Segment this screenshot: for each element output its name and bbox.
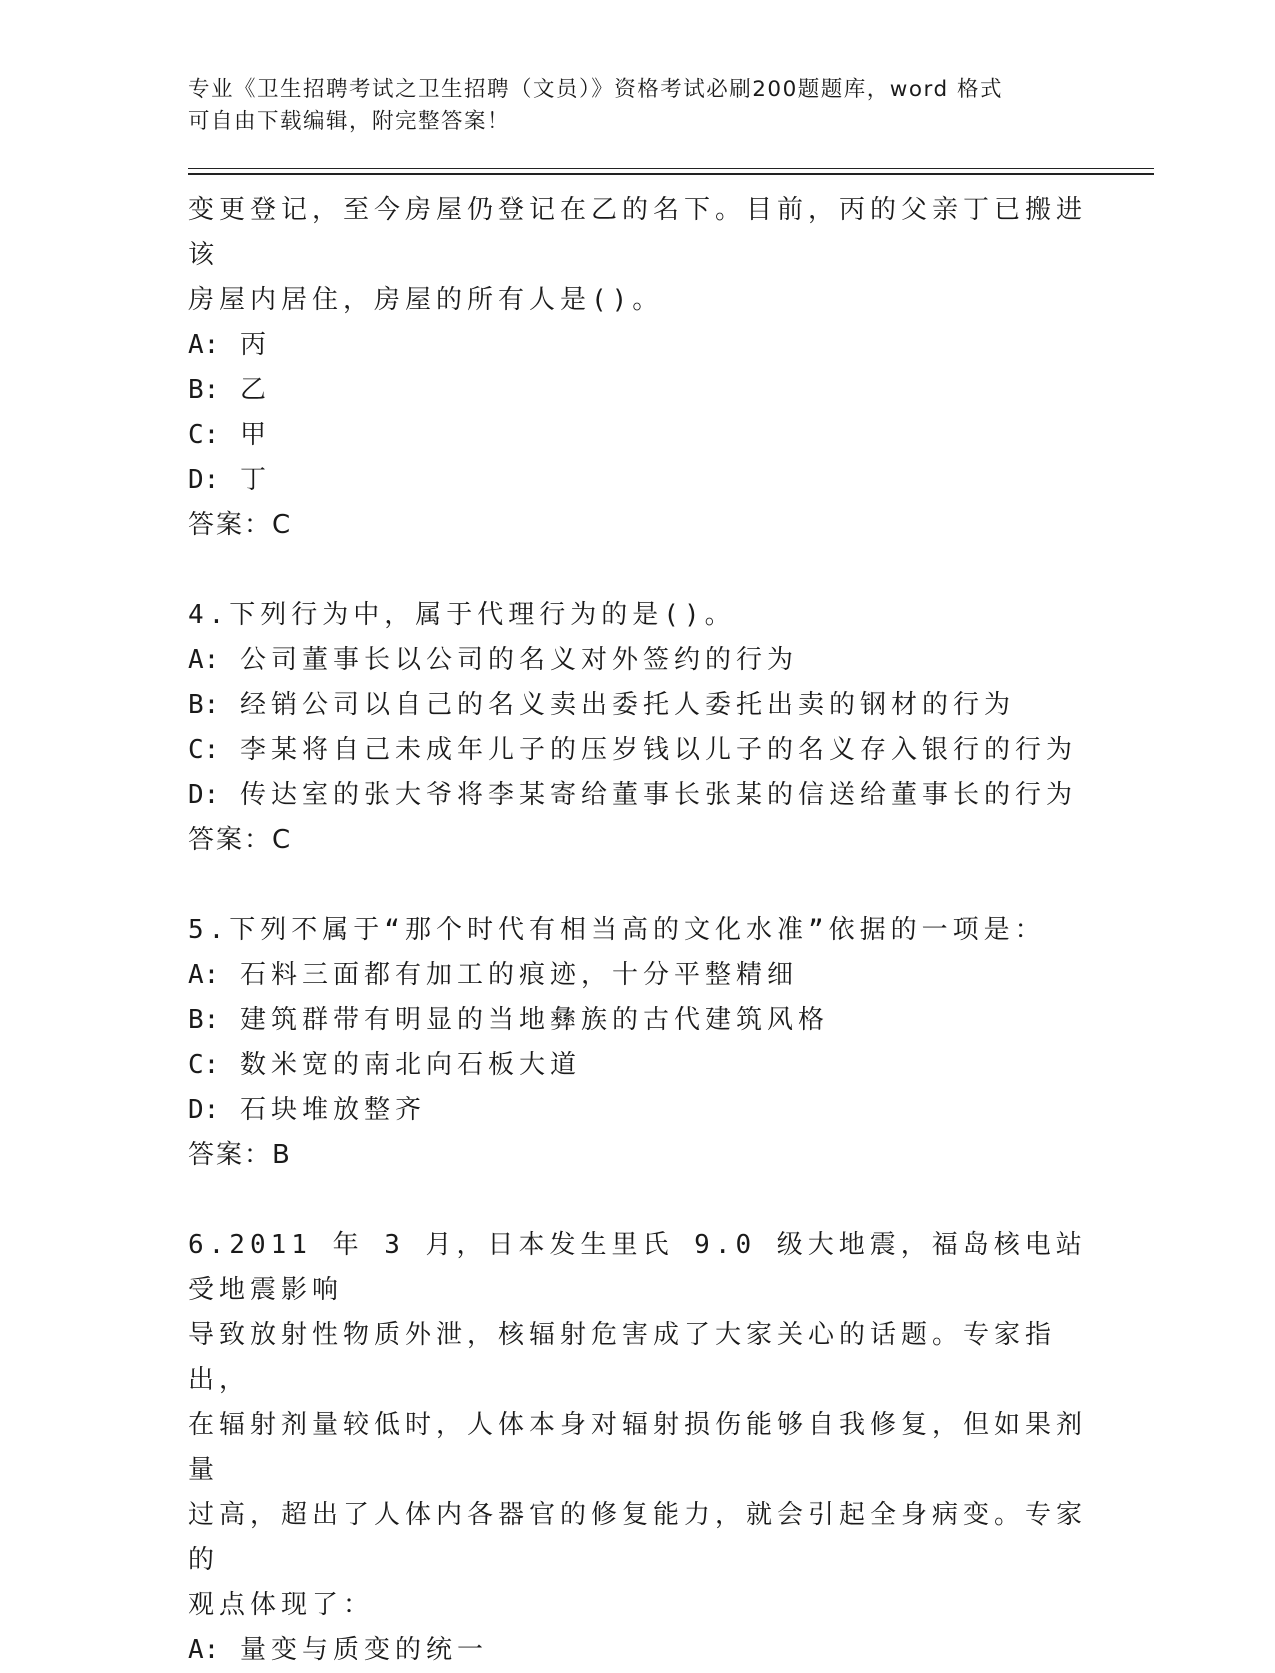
question-6-text-line-5: 观点体现了：: [188, 1590, 375, 1620]
question-6: [188, 1223, 1088, 1673]
question-3-option-c: C: 甲: [188, 420, 271, 450]
question-4-option-b: B: 经销公司以自己的名义卖出委托人委托出卖的钢材的行为: [188, 690, 1015, 720]
question-6-text-line-2: 导致放射性物质外泄，核辐射危害成了大家关心的话题。专家指出，: [188, 1320, 1057, 1395]
header-title-line-1: 专业《卫生招聘考试之卫生招聘（文员）》资格考试必刷200题题库，word 格式: [188, 77, 1003, 102]
question-4-text: 4.下列行为中，属于代理行为的是()。: [188, 600, 736, 630]
question-4: [188, 593, 1088, 863]
spacer: [188, 1178, 1088, 1223]
question-3-text-line-2: 房屋内居住，房屋的所有人是()。: [188, 285, 664, 315]
question-3-option-a: A: 丙: [188, 330, 271, 360]
question-4-option-a: A: 公司董事长以公司的名义对外签约的行为: [188, 645, 798, 675]
question-3: [188, 188, 1088, 548]
question-5-option-b: B: 建筑群带有明显的当地彝族的古代建筑风格: [188, 1005, 829, 1035]
question-5-answer: 答案：B: [188, 1140, 292, 1170]
spacer: [188, 548, 1088, 593]
header-divider-thin: [188, 168, 1154, 169]
question-4-option-c: C: 李某将自己未成年儿子的压岁钱以儿子的名义存入银行的行为: [188, 735, 1077, 765]
question-5: [188, 908, 1088, 1178]
question-3-text-line-1: 变更登记，至今房屋仍登记在乙的名下。目前，丙的父亲丁已搬进该: [188, 195, 1088, 270]
header-title-line-2: 可自由下载编辑，附完整答案！: [188, 109, 511, 134]
question-3-option-d: D: 丁: [188, 465, 271, 495]
question-6-text-line-4: 过高，超出了人体内各器官的修复能力，就会引起全身病变。专家的: [188, 1500, 1088, 1575]
question-4-option-d: D: 传达室的张大爷将李某寄给董事长张某的信送给董事长的行为: [188, 780, 1077, 810]
header-divider-thick: [188, 173, 1154, 175]
question-6-text-line-3: 在辐射剂量较低时，人体本身对辐射损伤能够自我修复，但如果剂量: [188, 1410, 1088, 1485]
question-5-option-d: D: 石块堆放整齐: [188, 1095, 426, 1125]
spacer: [188, 863, 1088, 908]
question-6-option-a: A: 量变与质变的统一: [188, 1635, 488, 1665]
question-5-option-c: C: 数米宽的南北向石板大道: [188, 1050, 581, 1080]
question-3-option-b: B: 乙: [188, 375, 271, 405]
question-3-answer: 答案：C: [188, 510, 293, 540]
question-5-option-a: A: 石料三面都有加工的痕迹，十分平整精细: [188, 960, 798, 990]
document-header: [188, 74, 1068, 138]
document-body: [188, 188, 1088, 1673]
question-5-text: 5.下列不属于“那个时代有相当高的文化水准”依据的一项是：: [188, 915, 1046, 945]
question-6-text-line-1: 6.2011 年 3 月，日本发生里氏 9.0 级大地震，福岛核电站受地震影响: [188, 1230, 1087, 1305]
question-4-answer: 答案：C: [188, 825, 293, 855]
